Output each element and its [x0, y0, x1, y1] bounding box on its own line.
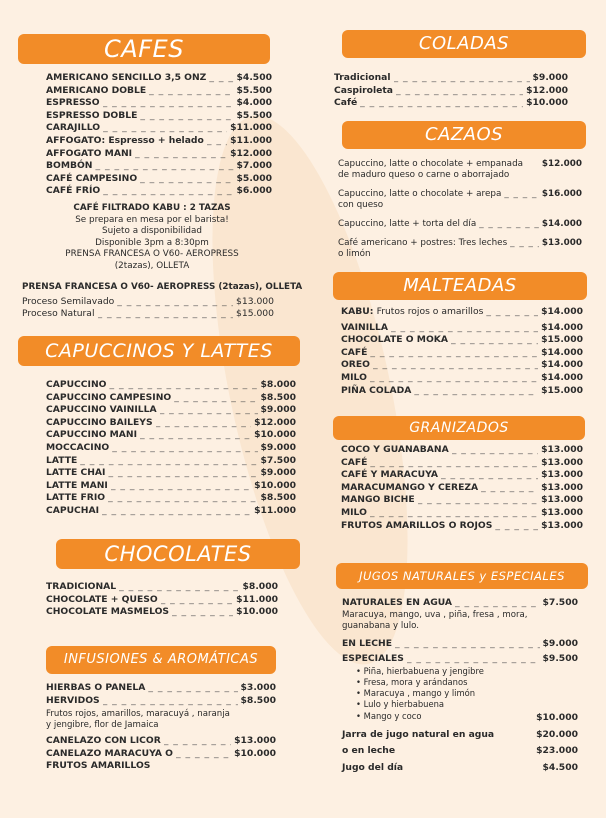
item-price: $8.500 — [240, 694, 276, 706]
menu-item — [46, 148, 272, 161]
dot-leader — [108, 467, 257, 480]
dot-leader — [160, 404, 258, 417]
item-name: FRUTOS AMARILLOS O ROJOS — [341, 519, 493, 531]
cazao-line: con queso — [338, 200, 384, 210]
cazao-line: Capuccino, latte o chocolate + arepa — [338, 189, 502, 199]
item-price: $3.000 — [240, 682, 276, 693]
chocolates-list — [46, 581, 278, 619]
item-price: $13.000 — [541, 506, 583, 518]
item-name: CAFÉ FRÍO — [46, 185, 101, 197]
menu-item — [341, 347, 583, 360]
granizados-banner: GRANIZADOS — [333, 416, 585, 440]
dot-leader — [451, 334, 538, 347]
coladas-banner: COLADAS — [342, 30, 586, 58]
item-name: Proceso Natural — [22, 308, 95, 320]
cazaos-banner: CAZAOS — [342, 121, 586, 149]
dot-leader — [164, 735, 231, 748]
item-name: AMERICANO DOBLE — [46, 84, 147, 96]
cafes-banner: CAFES — [18, 34, 270, 64]
item-price: $12.000 — [254, 416, 296, 428]
item-price: $11.000 — [230, 134, 272, 146]
menu-item — [46, 122, 272, 135]
item-price: $9.000 — [260, 404, 296, 416]
menu-item — [341, 372, 583, 385]
dot-leader — [441, 469, 538, 482]
cazao-item — [338, 159, 582, 181]
item-name: MARACUMANGO Y CEREZA — [341, 481, 479, 493]
jugo-dia-row: Jugo del día $4.500 — [342, 761, 578, 773]
dot-leader — [140, 110, 233, 123]
infusiones-list-2 — [46, 735, 276, 760]
item-price: $9.000 — [260, 467, 296, 479]
item-price: $7.000 — [236, 160, 272, 172]
item-name: CAFÉ Y MARACUYA — [341, 469, 438, 481]
item-price: $11.000 — [254, 504, 296, 516]
item-price: $13.000 — [234, 735, 276, 747]
especial-item: • Maracuya , mango y limón — [356, 688, 578, 699]
menu-item — [46, 480, 296, 493]
malteadas-banner: MALTEADAS — [333, 272, 587, 300]
item-name: TRADICIONAL — [46, 581, 117, 592]
cazao-price: $16.000 — [541, 189, 582, 199]
cazao-line: o limón — [338, 249, 371, 259]
item-name: CAPUCHAI — [46, 504, 100, 516]
menu-item — [46, 442, 296, 455]
especiales-block — [342, 666, 578, 722]
kabu-label: KABU: — [341, 306, 374, 317]
dot-leader — [103, 97, 234, 110]
item-price: $13.000 — [541, 456, 583, 468]
item-price: $13.000 — [541, 494, 583, 506]
dot-leader — [117, 296, 233, 309]
especial-item: • Lulo y hierbabuena — [356, 699, 578, 710]
item-price: $13.000 — [541, 469, 583, 481]
dot-leader — [140, 173, 233, 186]
menu-item — [22, 296, 274, 309]
naturales-description — [342, 610, 596, 632]
dot-leader — [103, 695, 238, 708]
item-price: $11.000 — [236, 593, 278, 605]
item-name: CAPUCCINO MANI — [46, 429, 138, 441]
menu-item — [46, 85, 272, 98]
dot-leader — [414, 385, 538, 398]
menu-item — [46, 135, 272, 148]
item-name: CAFÉ CAMPESINO — [46, 172, 138, 184]
dot-leader — [80, 455, 257, 468]
item-name: MILO — [341, 371, 367, 383]
chocolates-section — [46, 539, 300, 619]
hervidos-desc-line: y jengibre, flor de Jamaica — [46, 720, 159, 731]
menu-item — [46, 606, 278, 619]
menu-item — [334, 85, 568, 98]
menu-item — [341, 520, 583, 533]
kabu-price: $14.000 — [541, 306, 583, 317]
menu-item — [341, 482, 583, 495]
cazao-line: de maduro queso o carne o aborrajado — [338, 170, 510, 180]
item-price: $14.000 — [541, 321, 583, 333]
item-price: $10.000 — [254, 429, 296, 441]
dot-leader — [452, 444, 538, 457]
dot-leader — [172, 606, 233, 619]
menu-item — [46, 417, 296, 430]
dot-leader — [360, 97, 523, 110]
cazao-item — [338, 238, 582, 260]
coladas-section — [334, 30, 592, 110]
jarra-row-1: Jarra de jugo natural en agua $20.000 — [342, 728, 578, 740]
menu-item — [46, 467, 296, 480]
item-price: $5.500 — [236, 109, 272, 121]
item-name: AMERICANO SENCILLO 3,5 ONZ — [46, 72, 207, 83]
kabu-desc: Frutos rojos o amarillos — [376, 306, 484, 317]
dot-leader — [207, 135, 227, 148]
capuccinos-list — [46, 379, 296, 518]
dot-leader — [481, 482, 538, 495]
item-price: $8.500 — [260, 492, 296, 504]
dot-leader — [109, 379, 257, 392]
prensa-title: PRENSA FRANCESA O V60- AEROPRESS (2tazas), OLLETA — [22, 281, 303, 292]
item-name: LATTE CHAI — [46, 467, 106, 479]
prensa-list — [22, 296, 274, 321]
item-price: $14.000 — [541, 359, 583, 371]
dot-leader — [156, 417, 252, 430]
menu-item — [46, 505, 296, 518]
menu-item — [46, 429, 296, 442]
menu-item — [341, 322, 583, 335]
filtrado-line: (2tazas), OLLETA — [114, 260, 190, 271]
item-price: $12.000 — [526, 84, 568, 96]
infusiones-section — [46, 646, 276, 771]
dot-leader — [149, 85, 233, 98]
item-name: Tradicional — [334, 72, 391, 83]
dot-leader — [394, 72, 530, 85]
item-name: Caspiroleta — [334, 84, 393, 96]
menu-item — [46, 160, 272, 173]
infusiones-banner: INFUSIONES & AROMÁTICAS — [46, 646, 276, 674]
item-price: $8.000 — [260, 379, 296, 390]
item-price: $10.000 — [254, 479, 296, 491]
item-price: $5.500 — [236, 84, 272, 96]
dot-leader — [176, 748, 231, 761]
dot-leader — [98, 308, 234, 321]
menu-item — [46, 695, 276, 708]
naturales-desc-line: Maracuya, mango, uva , piña, fresa , mora, — [342, 609, 528, 620]
menu-item — [46, 594, 278, 607]
dot-leader — [495, 520, 538, 533]
dot-leader — [373, 359, 538, 372]
item-price: $5.000 — [236, 172, 272, 184]
menu-item — [341, 469, 583, 482]
item-name: ESPRESSO — [46, 97, 100, 109]
item-price: $4.000 — [236, 97, 272, 109]
hervidos-description — [46, 709, 276, 731]
cazao-item — [338, 219, 582, 230]
menu-item — [341, 457, 583, 470]
dot-leader — [418, 494, 539, 507]
dot-leader — [209, 72, 233, 85]
item-price: $8.500 — [260, 391, 296, 403]
cazao-line: Café americano + postres: Tres leches — [338, 238, 508, 248]
cafes-list — [46, 72, 272, 198]
jugos-banner: JUGOS NATURALES y ESPECIALES — [336, 563, 588, 589]
dot-leader — [396, 85, 523, 98]
item-name: COCO Y GUANABANA — [341, 444, 449, 455]
item-price: $11.000 — [230, 122, 272, 134]
menu-item — [334, 97, 568, 110]
item-name: Café — [334, 97, 358, 109]
item-name: CAPUCCINO VAINILLA — [46, 404, 157, 416]
item-name: LATTE FRIO — [46, 492, 106, 504]
item-name: CAFÉ — [341, 456, 368, 468]
item-price: $9.000 — [260, 441, 296, 453]
dot-leader — [103, 185, 233, 198]
naturales-desc-line: guanabana y lulo. — [342, 620, 419, 631]
menu-item — [341, 507, 583, 520]
capuccinos-banner: CAPUCCINOS Y LATTES — [18, 336, 300, 366]
dot-leader — [370, 457, 538, 470]
item-name: CANELAZO CON LICOR — [46, 735, 161, 747]
menu-item — [46, 748, 276, 761]
cazaos-list — [338, 159, 582, 260]
cazao-price: $12.000 — [541, 159, 582, 169]
cazao-line: Capuccino, latte + torta del día — [338, 219, 477, 229]
item-price: $10.000 — [236, 606, 278, 618]
chocolates-banner: CHOCOLATES — [56, 539, 300, 569]
menu-item — [46, 455, 296, 468]
item-price: $10.000 — [234, 747, 276, 759]
menu-item — [46, 185, 272, 198]
item-price: $13.000 — [541, 519, 583, 531]
item-name: LATTE — [46, 454, 78, 466]
menu-item — [341, 444, 583, 457]
item-name: CHOCOLATE O MOKA — [341, 334, 448, 346]
canelazo-line2: FRUTOS AMARILLOS — [46, 760, 151, 772]
menu-item — [46, 404, 296, 417]
dot-leader — [370, 507, 538, 520]
menu-item — [341, 494, 583, 507]
menu-item — [46, 682, 276, 695]
dot-leader — [111, 480, 251, 493]
filtrado-title: CAFÉ FILTRADO KABU : 2 TAZAS — [73, 202, 231, 213]
filtrado-line: Se prepara en mesa por el barista! — [75, 214, 229, 225]
malteadas-section — [333, 272, 593, 397]
item-name: VAINILLA — [341, 321, 388, 333]
item-price: $14.000 — [541, 371, 583, 383]
dot-leader — [140, 429, 251, 442]
item-name: CAPUCCINO BAILEYS — [46, 416, 153, 428]
item-name: ESPRESSO DOBLE — [46, 109, 138, 121]
item-price: $13.000 — [541, 481, 583, 493]
item-price: $15.000 — [236, 308, 274, 320]
dot-leader — [391, 322, 538, 335]
especial-item: • Mango y coco — [356, 711, 578, 722]
filtrado-info — [12, 215, 292, 273]
filtrado-line: Sujeto a disponibilidad — [102, 226, 202, 237]
dot-leader — [108, 492, 257, 505]
hervidos-desc-line: Frutos rojos, amarillos, maracuyá , naranja — [46, 709, 230, 720]
item-price: $6.000 — [236, 185, 272, 197]
item-price: $14.000 — [541, 346, 583, 358]
menu-item — [22, 308, 274, 321]
infusiones-list — [46, 682, 276, 707]
item-name: CAFÉ — [341, 346, 368, 358]
menu-item — [46, 392, 296, 405]
item-name: HERVIDOS — [46, 694, 100, 706]
item-name: CHOCOLATE + QUESO — [46, 593, 158, 605]
item-name: MOCCACINO — [46, 441, 110, 453]
item-name: CANELAZO MARACUYA O — [46, 747, 173, 759]
item-name: HIERBAS O PANELA — [46, 682, 146, 693]
menu-item — [46, 72, 272, 85]
jugos-section — [336, 563, 596, 775]
capuccinos-section — [18, 336, 300, 518]
item-name: LATTE MANI — [46, 479, 108, 491]
item-price: $13.000 — [541, 444, 583, 455]
item-price: $13.000 — [236, 295, 274, 307]
item-name: BOMBÓN — [46, 160, 93, 172]
naturales-row: NATURALES EN AGUA _ _ _ $7.500 — [342, 597, 578, 610]
item-price: $4.500 — [236, 72, 272, 83]
menu-item — [46, 379, 296, 392]
menu-item — [46, 735, 276, 748]
item-name: PIÑA COLADA — [341, 384, 412, 396]
item-price: $15.000 — [541, 384, 583, 396]
dot-leader — [174, 392, 257, 405]
en-leche-row: EN LECHE _ _ _ $9.000 — [342, 638, 578, 651]
item-name: MANGO BICHE — [341, 494, 415, 506]
filtrado-line: PRENSA FRANCESA O V60- AEROPRESS — [65, 249, 239, 260]
cazao-item — [338, 189, 582, 211]
cazao-price: $14.000 — [541, 219, 582, 229]
dot-leader — [148, 682, 237, 695]
item-name: CARAJILLO — [46, 122, 101, 134]
item-name: MILO — [341, 506, 367, 518]
item-price: $10.000 — [526, 97, 568, 109]
dot-leader — [95, 160, 233, 173]
item-price: $15.000 — [541, 334, 583, 346]
menu-item — [46, 110, 272, 123]
menu-item — [46, 173, 272, 186]
item-name: CAPUCCINO CAMPESINO — [46, 391, 172, 403]
cazaos-section — [338, 121, 590, 268]
especiales-row: ESPECIALES _ _ _ $9.500 — [342, 653, 578, 666]
menu-item — [341, 359, 583, 372]
menu-item — [341, 385, 583, 398]
item-price: $9.000 — [532, 72, 568, 83]
especial-item: • Fresa, mora y arándanos — [356, 677, 578, 688]
especial-item: • Piña, hierbabuena y jengibre — [356, 666, 578, 677]
item-price: $7.500 — [260, 454, 296, 466]
menu-item — [46, 97, 272, 110]
malteadas-list — [341, 322, 583, 398]
item-name: CAPUCCINO — [46, 379, 107, 390]
item-name: OREO — [341, 359, 370, 371]
granizados-section — [333, 416, 595, 532]
cafes-section — [18, 34, 303, 321]
menu-item — [46, 492, 296, 505]
menu-item — [341, 334, 583, 347]
jarra-row-2: o en leche $23.000 — [342, 745, 578, 757]
cazao-line: Capuccino, latte o chocolate + empanada — [338, 159, 524, 169]
item-name: Proceso Semilavado — [22, 295, 115, 307]
dot-leader — [119, 581, 239, 594]
granizados-list — [341, 444, 583, 532]
especiales-last-price: $10.000 — [536, 711, 578, 723]
cazao-price: $13.000 — [541, 238, 582, 248]
item-name: CHOCOLATE MASMELOS — [46, 606, 170, 618]
item-name: AFFOGATO: Espresso + helado — [46, 134, 204, 146]
menu-item — [334, 72, 568, 85]
menu-item — [46, 581, 278, 594]
dot-leader — [370, 347, 538, 360]
dot-leader — [370, 372, 538, 385]
item-price: $8.000 — [242, 581, 278, 592]
item-name: AFFOGATO MANI — [46, 147, 133, 159]
filtrado-line: Disponible 3pm a 8:30pm — [95, 237, 209, 248]
item-price: $12.000 — [230, 147, 272, 159]
dot-leader — [161, 594, 233, 607]
dot-leader — [112, 442, 257, 455]
dot-leader — [102, 505, 251, 518]
coladas-list — [334, 72, 568, 110]
dot-leader — [103, 122, 227, 135]
kabu-row — [341, 306, 583, 319]
dot-leader — [135, 148, 227, 161]
